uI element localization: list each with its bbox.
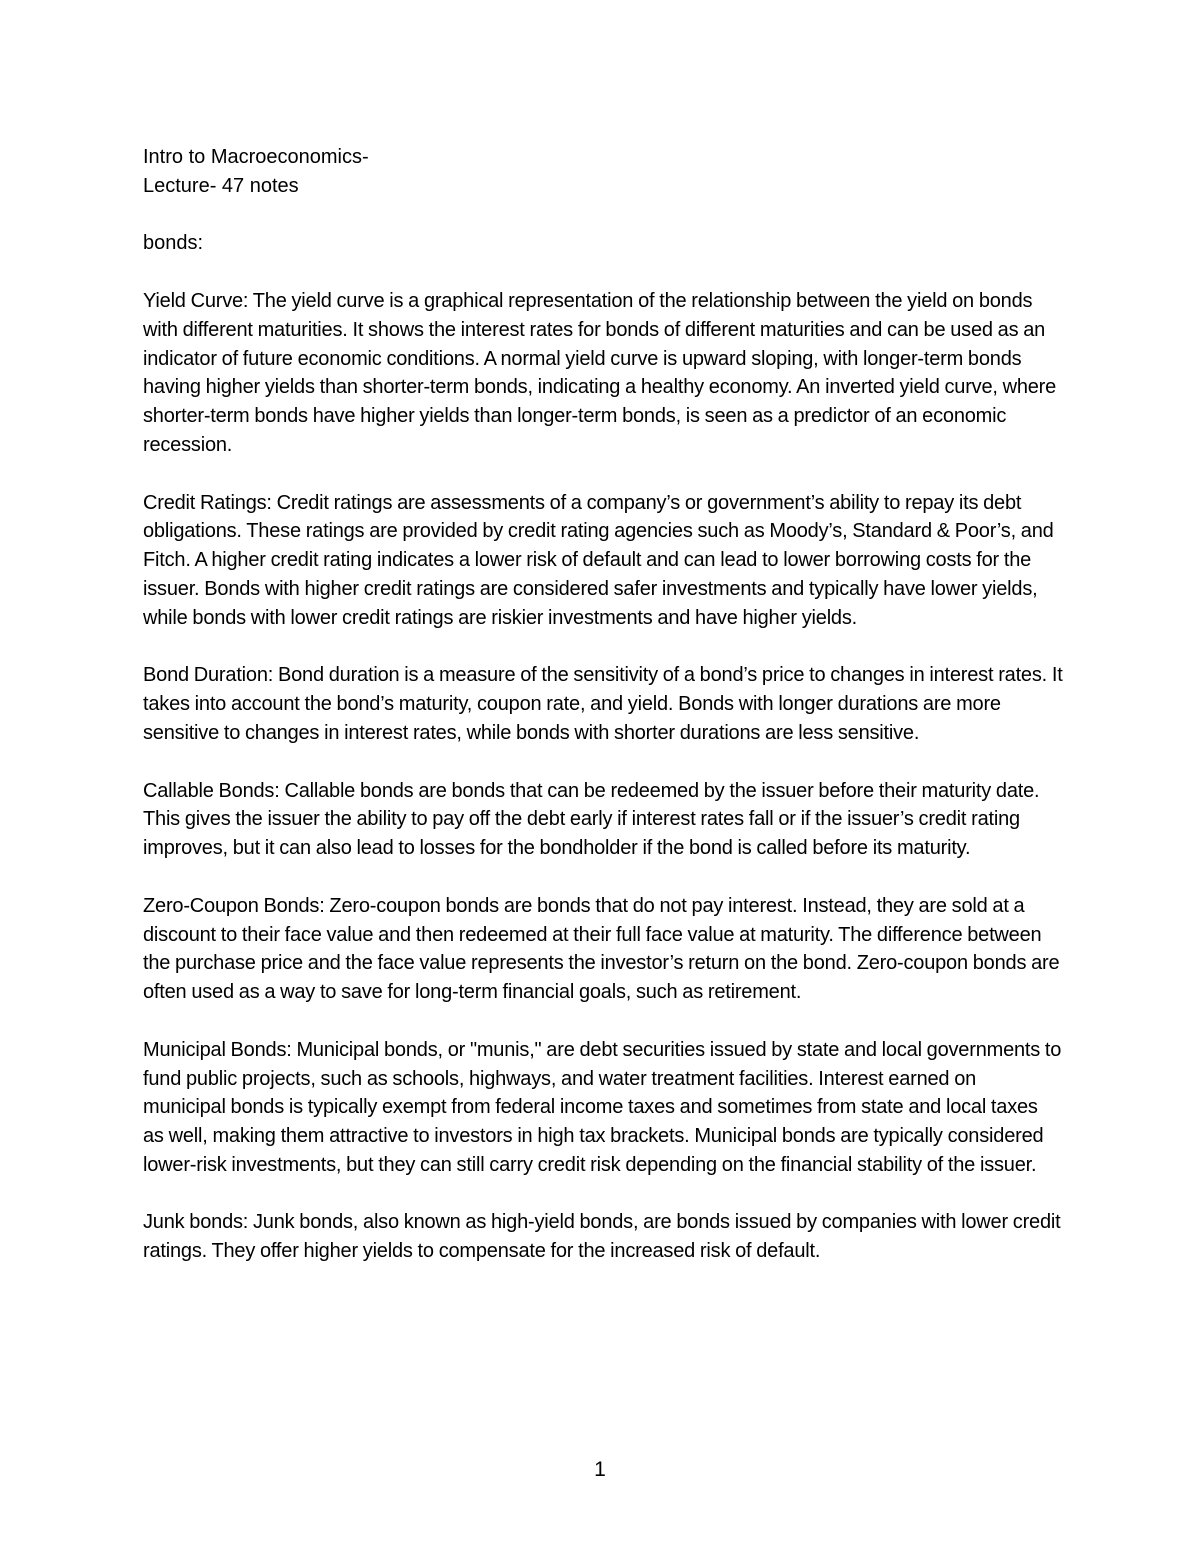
paragraph-bond-duration: Bond Duration: Bond duration is a measure of the sensitivity of a bond’s price to changes in interest rates. It takes into account the bond’s maturity, coupon rate, and yield. Bonds with longer durations are more sensitive to changes in interest rates, while bonds with shorter durations are less sensitive.	[143, 664, 1063, 744]
paragraph-yield-curve: Yield Curve: The yield curve is a graphical representation of the relationship between the yield on bonds with different maturities. It shows the interest rates for bonds of different maturities and can be used as an indicator of future economic conditions. A normal yield curve is upward sloping, with longer-term bonds having higher yields than shorter-term bonds, indicating a healthy economy. An inverted yield curve, where shorter-term bonds have higher yields than longer-term bonds, is seen as a predictor of an economic recession.	[143, 289, 1057, 456]
section-label: bonds:	[143, 232, 204, 255]
paragraph-junk-bonds: Junk bonds: Junk bonds, also known as high-yield bonds, are bonds issued by companies with lower credit ratings. They offer higher yields to compensate for the increased risk of default.	[143, 1211, 1061, 1263]
document-body	[143, 143, 1063, 1266]
paragraph-municipal-bonds: Municipal Bonds: Municipal bonds, or "munis," are debt securities issued by state and local governments to fund public projects, such as schools, highways, and water treatment facilities. Interest earned on municipal bonds is typically exempt from federal income taxes and sometimes from state and local taxes as well, making them attractive to investors in high tax brackets. Municipal bonds are typically considered lower-risk investments, but they can still carry credit risk depending on the financial stability of the issuer.	[143, 1038, 1062, 1176]
paragraph-zero-coupon-bonds: Zero-Coupon Bonds: Zero-coupon bonds are bonds that do not pay interest. Instead, they are sold at a discount to their face value and then redeemed at their full face value at maturity. The difference between the purchase price and the face value represents the investor’s return on the bond. Zero-coupon bonds are often used as a way to save for long-term financial goals, such as retirement.	[143, 894, 1060, 1004]
paragraph-callable-bonds: Callable Bonds: Callable bonds are bonds that can be redeemed by the issuer before their maturity date. This gives the issuer the ability to pay off the debt early if interest rates fall or if the issuer’s credit rating improves, but it can also lead to losses for the bondholder if the bond is called before its maturity.	[143, 779, 1040, 860]
page-number: 1	[594, 1458, 606, 1481]
document-title: Intro to Macroeconomics-	[143, 146, 369, 168]
document-subtitle: Lecture- 47 notes	[143, 174, 299, 197]
paragraph-credit-ratings: Credit Ratings: Credit ratings are assessments of a company’s or government’s ability to repay its debt obligations. These ratings are provided by credit rating agencies such as Moody’s, Standard & Poor’s, and Fitch. A higher credit rating indicates a lower risk of default and can lead to lower borrowing costs for the issuer. Bonds with higher credit ratings are considered safer investments and typically have lower yields, while bonds with lower credit ratings are riskier investments and have higher yields.	[143, 491, 1054, 629]
